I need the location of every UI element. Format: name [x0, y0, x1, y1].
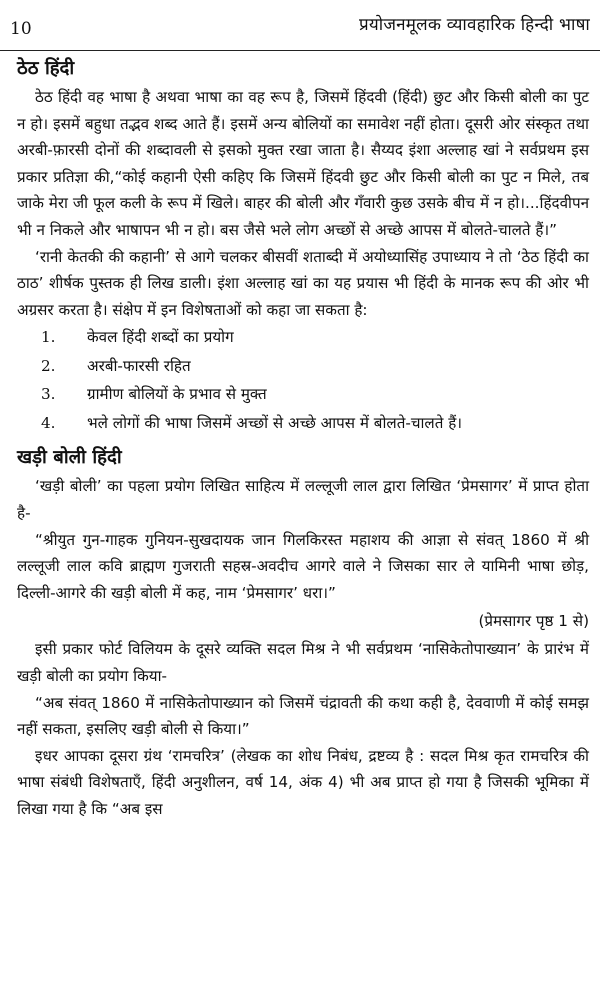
paragraph: ‘रानी केतकी की कहानी’ से आगे चलकर बीसवीं शताब्दी में अयोध्यासिंह उपाध्याय ने तो ‘ठेठ हिंदी का ठाठ’ शीर्षक पुस्तक ही लिख डाली। इंशा अल्लाह खां का यह प्रयास भी हिंदी के मानक रूप की ओर भी अग्रसर करता है। संक्षेप में इन विशेषताओं को कहा जा सकता है: [17, 247, 589, 319]
section-heading-khadi-boli: खड़ी बोली हिंदी [17, 447, 122, 469]
list-item-number: 2. [41, 356, 56, 375]
list-item-text: केवल हिंदी शब्दों का प्रयोग [87, 328, 234, 347]
list-item-number: 1. [41, 328, 56, 347]
paragraph: ठेठ हिंदी वह भाषा है अथवा भाषा का वह रूप है, जिसमें हिंदवी (हिंदी) छुट और किसी बोली का पुट न हो। इसमें बहुधा तद्भव शब्द आते हैं। इसमें अन्य बोलियों का समावेश नहीं होता। दूसरी ओर संस्कृत तथा अरबी-फ़ारसी दोनों की शब्दावली से इसको मुक्त रखा जाता है। सैय्यद इंशा अल्लाह खां ने सर्वप्रथम इस प्रकार प्रतिज्ञा की,“कोई कहानी ऐसी कहिए कि जिसमें हिंदवी छुट और किसी बोली का पुट न मिले, तब जाके मेरा जी फूल कली के रूप में खिले। बाहर की बोली और गँवारी कुछ उसके बीच में न हो।...हिंदवीपन भी न निकले और भाषापन भी न हो। बस जैसे भले लोग अच्छों से अच्छे आपस में बोलते-चालते हैं।” [17, 88, 589, 239]
paragraph: इधर आपका दूसरा ग्रंथ ‘रामचरित्र’ (लेखक का शोध निबंध, द्रष्टव्य है : सदल मिश्र कृत रामचरित्र की भाषा संबंधी विशेषताएँ, हिंदी अनुशीलन, वर्ष 14, अंक 4) भी अब प्राप्त हो गया है जिसकी भूमिका में लिखा गया है कि “अब इस [17, 746, 589, 818]
paragraph: ‘खड़ी बोली’ का पहला प्रयोग लिखित साहित्य में लल्लूजी लाल द्वारा लिखित ‘प्रेमसागर’ में प्राप्त होता है- [17, 477, 589, 522]
page-header [0, 0, 600, 51]
list-item-text: भले लोगों की भाषा जिसमें अच्छों से अच्छे आपस में बोलते-चालते हैं। [87, 413, 463, 432]
list-item-text: अरबी-फारसी रहित [87, 356, 191, 375]
list-item-number: 3. [41, 385, 56, 404]
quotation-source: (प्रेमसागर पृष्ठ 1 से) [478, 612, 589, 631]
features-list [17, 323, 589, 437]
section-heading-theth-hindi: ठेठ हिंदी [17, 58, 75, 79]
section-gap [17, 437, 589, 445]
list-item [17, 323, 589, 352]
quotation: “श्रीयुत गुन-गाहक गुनियन-सुखदायक जान गिलकिरस्त महाशय की आज्ञा से संवत् 1860 में श्री लल्लूजी लाल कवि ब्राह्मण गुजराती सहस्र-अवदीच आगरे वाले ने जिसका सार ले यामिनी भाषा छोड़, दिल्ली-आगरे की खड़ी बोली में कह, नाम ‘प्रेमसागर’ धरा।” [17, 530, 589, 602]
running-title: प्रयोजनमूलक व्यावहारिक हिन्दी भाषा [358, 15, 590, 35]
list-item [17, 380, 589, 409]
list-item-number: 4. [41, 413, 56, 432]
paragraph: इसी प्रकार फोर्ट विलियम के दूसरे व्यक्ति सदल मिश्र ने भी सर्वप्रथम ‘नासिकेतोपाख्यान’ के प्रारंभ में खड़ी बोली का प्रयोग किया- [17, 640, 589, 685]
list-item [17, 352, 589, 381]
page-content [17, 56, 589, 822]
list-item [17, 409, 589, 438]
quotation: “अब संवत् 1860 में नासिकेतोपाख्यान को जिसमें चंद्रावती की कथा कही है, देववाणी में कोई समझ नहीं सकता, इसलिए खड़ी बोली से किया।” [17, 693, 590, 739]
list-item-text: ग्रामीण बोलियों के प्रभाव से मुक्त [87, 385, 267, 404]
page-number: 10 [10, 19, 32, 39]
